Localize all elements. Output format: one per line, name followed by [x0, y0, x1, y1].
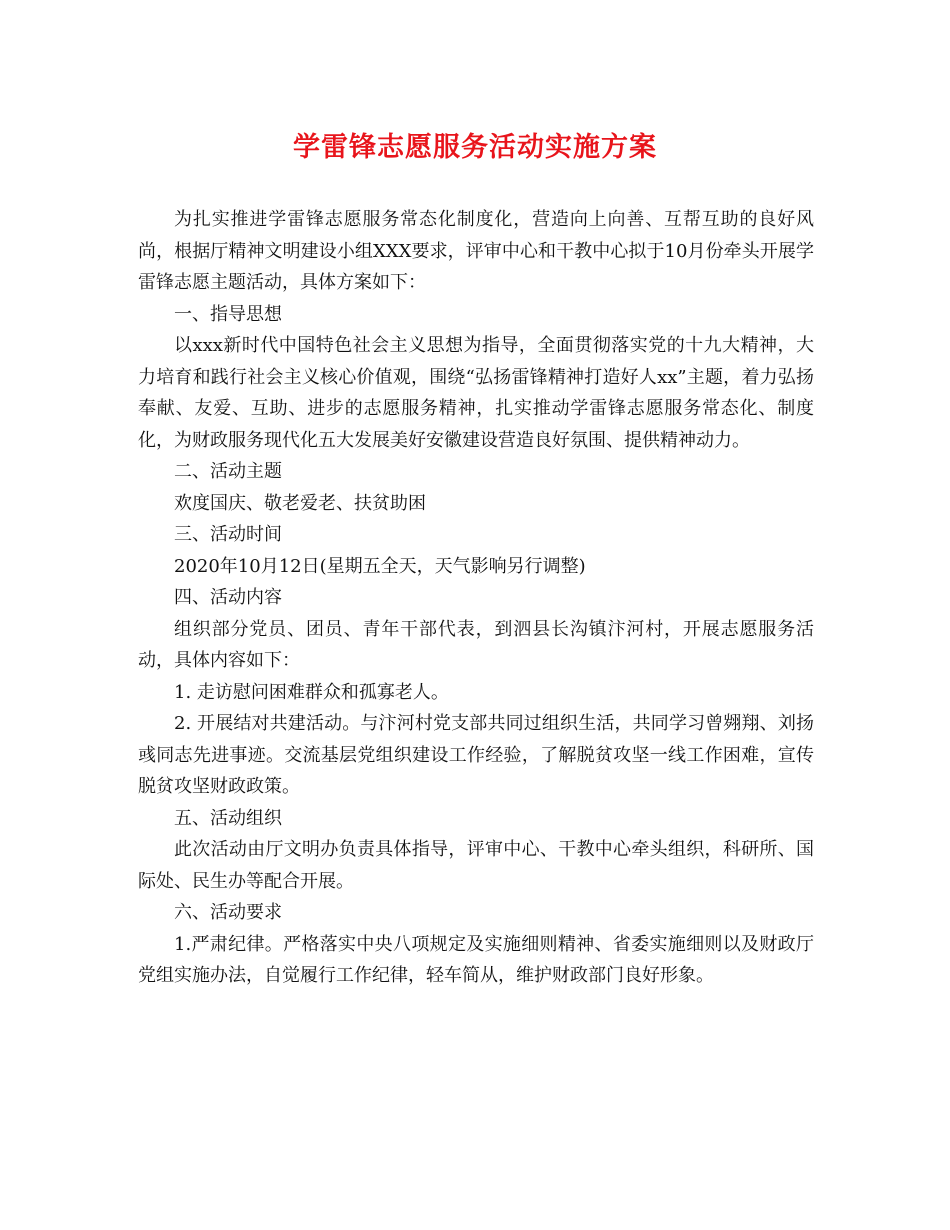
- section-heading-content: 四、活动内容: [174, 587, 282, 608]
- requirement-item-1: 1.严肃纪律。严格落实中央八项规定及实施细则精神、省委实施细则以及财政厅党组实施办法，自觉履行工作纪律，轻车简从，维护财政部门良好形象。: [138, 933, 814, 986]
- content-paragraph: 组织部分党员、团员、青年干部代表，到泗县长沟镇汴河村，开展志愿服务活动，具体内容如下：: [138, 618, 814, 671]
- section-heading-theme: 二、活动主题: [174, 461, 282, 482]
- time-paragraph: 2020年10月12日(星期五全天，天气影响另行调整): [174, 555, 586, 577]
- section-heading-organization: 五、活动组织: [174, 807, 282, 829]
- section-heading-requirements: 六、活动要求: [174, 902, 282, 923]
- section-heading-guiding-thought: 一、指导思想: [174, 303, 282, 325]
- intro-paragraph: 为扎实推进学雷锋志愿服务常态化制度化，营造向上向善、互帮互助的良好风尚，根据厅精神文明建设小组XXX要求，评审中心和干教中心拟于10月份牵头开展学雷锋志愿主题活动，具体方案如下：: [138, 209, 814, 293]
- organization-paragraph: 此次活动由厅文明办负责具体指导，评审中心、干教中心牵头组织，科研所、国际处、民生办等配合开展。: [138, 839, 814, 892]
- section-heading-time: 三、活动时间: [174, 524, 282, 545]
- document-title: 学雷锋志愿服务活动实施方案: [293, 132, 657, 163]
- theme-paragraph: 欢度国庆、敬老爱老、扶贫助困: [174, 492, 426, 514]
- content-item-2: 2. 开展结对共建活动。与汴河村党支部共同过组织生活，共同学习曾翙翔、刘扬彧同志先进事迹。交流基层党组织建设工作经验，了解脱贫攻坚一线工作困难，宣传脱贫攻坚财政政策。: [138, 713, 814, 797]
- content-item-1: 1. 走访慰问困难群众和孤寡老人。: [174, 681, 449, 703]
- document-body: [138, 204, 814, 992]
- guiding-thought-paragraph: 以xxx新时代中国特色社会主义思想为指导，全面贯彻落实党的十九大精神，大力培育和践行社会主义核心价值观，围绕“弘扬雷锋精神打造好人xx”主题，着力弘扬奉献、友爱、互助、进步的志愿服务精神，扎实推动学雷锋志愿服务常态化、制度化，为财政服务现代化五大发展美好安徽建设营造良好氛围、提供精神动力。: [138, 335, 814, 451]
